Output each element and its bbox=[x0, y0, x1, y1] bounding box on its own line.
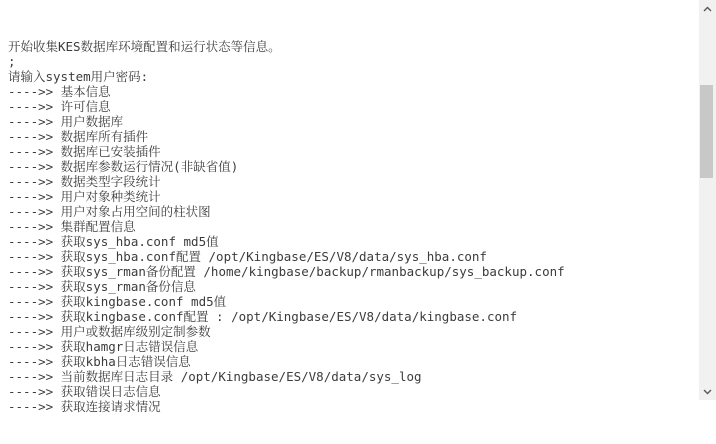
terminal-line: ---->> 用户数据库 bbox=[8, 114, 124, 129]
terminal-line: ---->> 获取sys_rman备份配置 /home/kingbase/backup/rmanbackup/sys_backup.conf bbox=[8, 264, 565, 279]
terminal-line: ---->> 数据库参数运行情况(非缺省值) bbox=[8, 159, 239, 174]
terminal-line: ---->> 数据库已安装插件 bbox=[8, 144, 161, 159]
terminal-line: ---->> 获取错误日志信息 bbox=[8, 384, 161, 399]
terminal-line: ---->> 获取kingbase.conf配置 : /opt/Kingbase/ES/V8/data/kingbase.conf bbox=[8, 309, 518, 324]
scrollbar-down-button[interactable] bbox=[699, 383, 716, 400]
terminal-line: 请输入system用户密码: bbox=[8, 69, 149, 84]
terminal-line: ---->> 用户对象种类统计 bbox=[8, 189, 161, 204]
terminal-line: ---->> 数据库所有插件 bbox=[8, 129, 149, 144]
terminal-line: ---->> 获取sys_rman备份信息 bbox=[8, 279, 196, 294]
vertical-scrollbar[interactable] bbox=[699, 0, 716, 400]
terminal-line: ---->> 当前数据库日志目录 /opt/Kingbase/ES/V8/data/sys_log bbox=[8, 369, 422, 384]
terminal-line: ---->> 获取连接请求情况 bbox=[8, 399, 161, 414]
scrollbar-thumb[interactable] bbox=[700, 85, 713, 178]
terminal-line: ---->> 集群配置信息 bbox=[8, 219, 136, 234]
terminal-line: ; bbox=[8, 54, 16, 69]
terminal-line: ---->> 获取sys_hba.conf配置 /opt/Kingbase/ES/V8/data/sys_hba.conf bbox=[8, 249, 487, 264]
terminal-line: ---->> 用户对象占用空间的柱状图 bbox=[8, 204, 211, 219]
terminal-line: ---->> 获取sys_hba.conf md5值 bbox=[8, 234, 219, 249]
chevron-up-icon bbox=[703, 6, 712, 12]
terminal-line: ---->> 数据类型字段统计 bbox=[8, 174, 161, 189]
terminal-line: ---->> 基本信息 bbox=[8, 84, 111, 99]
terminal-output bbox=[8, 9, 694, 444]
chevron-down-icon bbox=[703, 389, 712, 395]
terminal-line: ---->> 获取hamgr日志错误信息 bbox=[8, 339, 199, 354]
scrollbar-up-button[interactable] bbox=[699, 0, 716, 17]
terminal-line: ---->> 许可信息 bbox=[8, 99, 111, 114]
terminal-line: ---->> 用户或数据库级别定制参数 bbox=[8, 324, 211, 339]
terminal-line: ---->> 获取kbha日志错误信息 bbox=[8, 354, 191, 369]
terminal-line: ---->> 获取kingbase.conf md5值 bbox=[8, 294, 227, 309]
terminal-line: 开始收集KES数据库环境配置和运行状态等信息。 bbox=[8, 39, 281, 54]
